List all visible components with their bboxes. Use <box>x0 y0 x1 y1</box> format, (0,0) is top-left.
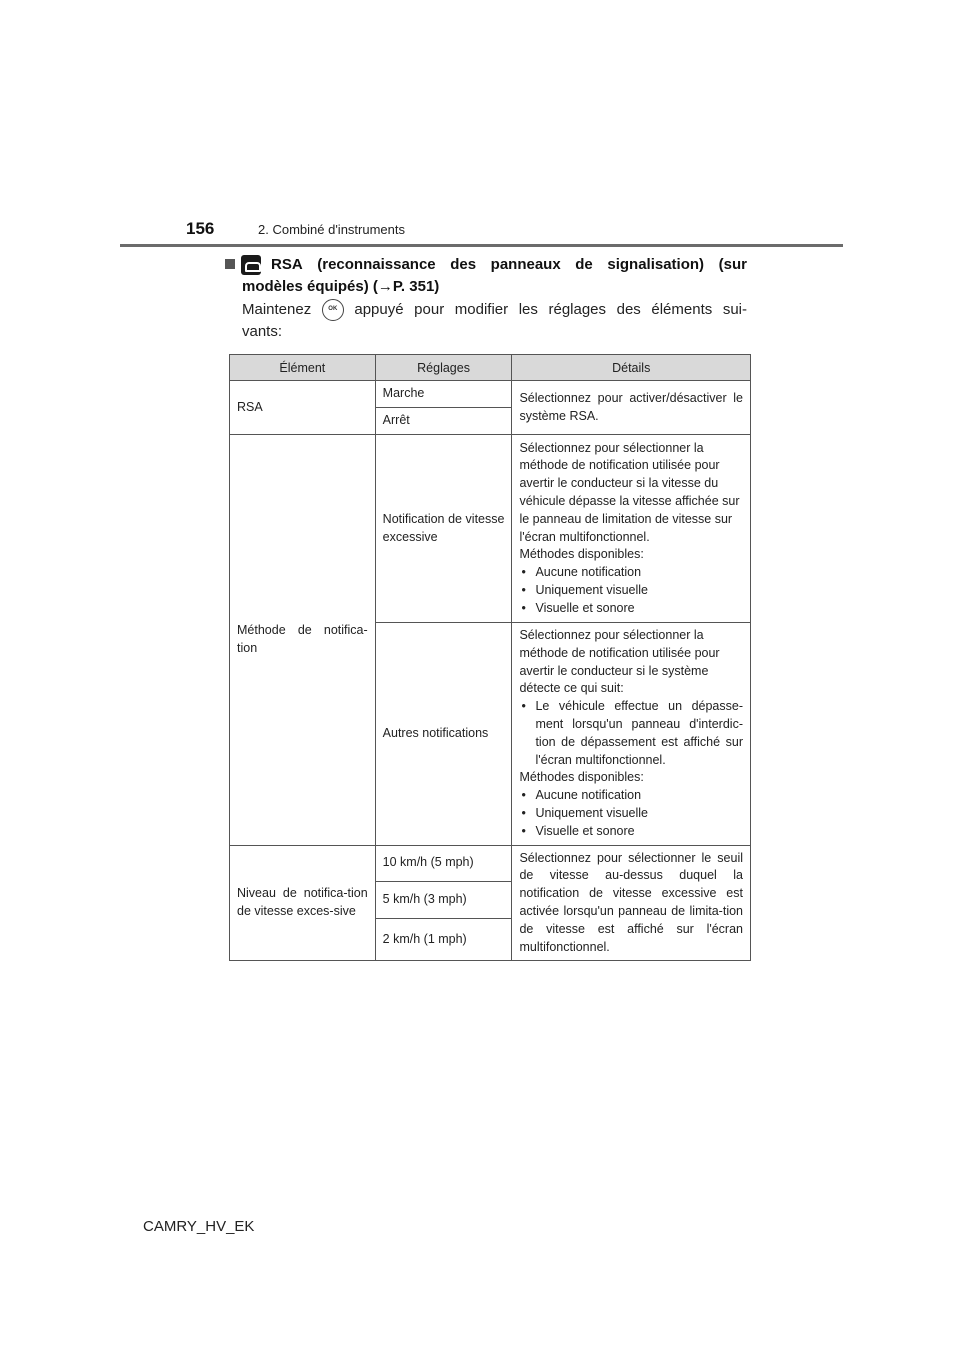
section-title: 2. Combiné d'instruments <box>258 222 405 237</box>
table-row <box>230 845 751 881</box>
table-row <box>230 381 751 408</box>
setting-cell: Marche <box>375 381 512 408</box>
road-sign-car-icon <box>241 255 261 275</box>
list-item: • Visuelle et sonore <box>519 823 743 841</box>
details-cell: Sélectionnez pour sélectionner la méthode de notification utilisée pour avertir le conducteur si la vitesse du véhicule dépasse la vitesse affichée sur le panneau de limitation de vitesse sur l'écran multifonctionnel. Méthodes disponibles: • Aucune notification • Uniquement visuelle • Visuelle et sonore <box>512 435 751 623</box>
item-cell: Niveau de notifica-tion de vitesse exces-sive <box>230 845 376 961</box>
details-cell: Sélectionnez pour sélectionner le seuil de vitesse au-dessus duquel la notification de vitesse excessive est activée lorsqu'un panneau de limita-tion de vitesse est affiché sur l'écran multifonctionnel. <box>512 845 751 961</box>
list-item: • Uniquement visuelle <box>519 805 743 823</box>
heading-lead: RSA <box>225 254 303 276</box>
list-item: • Le véhicule effectue un dépasse-ment lorsqu'un panneau d'interdic-tion de dépassement est affiché sur l'écran multifonctionnel. <box>519 698 743 769</box>
heading-page-reference: modèles équipés) (→P. 351) <box>242 278 440 295</box>
setting-cell: 5 km/h (3 mph) <box>375 881 512 918</box>
intro-paragraph: Maintenez OK appuyé pour modifier les réglages des éléments sui- vants: <box>242 301 747 340</box>
header-rule <box>120 244 843 247</box>
model-code: CAMRY_HV_EK <box>143 1218 255 1235</box>
list-item: • Aucune notification <box>519 564 743 582</box>
square-bullet-icon <box>225 259 235 269</box>
settings-table <box>229 354 751 961</box>
list-item: • Uniquement visuelle <box>519 582 743 600</box>
table-row <box>230 435 751 623</box>
item-cell: Méthode de notifica-tion <box>230 435 376 846</box>
page-number: 156 <box>186 219 215 238</box>
setting-cell: Autres notifications <box>375 623 512 846</box>
column-header-item: Élément <box>230 355 376 381</box>
details-cell: Sélectionnez pour sélectionner la méthode de notification utilisée pour avertir le conducteur si le système détecte ce qui suit: • Le véhicule effectue un dépasse-ment lorsqu'un panneau d'interdic-tion de dépassement est affiché sur l'écran multifonctionnel. Méthodes disponibles: • Aucune notification • Uniquement visuelle • Visuelle et sonore <box>512 623 751 846</box>
setting-cell: 10 km/h (5 mph) <box>375 845 512 881</box>
table-header-row <box>230 355 751 381</box>
setting-cell: 2 km/h (1 mph) <box>375 919 512 961</box>
setting-cell: Arrêt <box>375 408 512 435</box>
column-header-details: Détails <box>512 355 751 381</box>
list-item: • Visuelle et sonore <box>519 600 743 618</box>
column-header-settings: Réglages <box>375 355 512 381</box>
methods-list <box>519 787 743 840</box>
methods-list <box>519 564 743 617</box>
list-item: • Aucune notification <box>519 787 743 805</box>
item-cell: RSA <box>230 381 376 435</box>
details-cell: Sélectionnez pour activer/désactiver le système RSA. <box>512 381 751 435</box>
setting-cell: Notification de vitesse excessive <box>375 435 512 623</box>
conditions-list <box>519 698 743 769</box>
section-heading: RSA (reconnaissance des panneaux de signalisation) (sur modèles équipés) (→P. 351) <box>225 254 747 298</box>
ok-button-icon: OK <box>322 299 344 321</box>
